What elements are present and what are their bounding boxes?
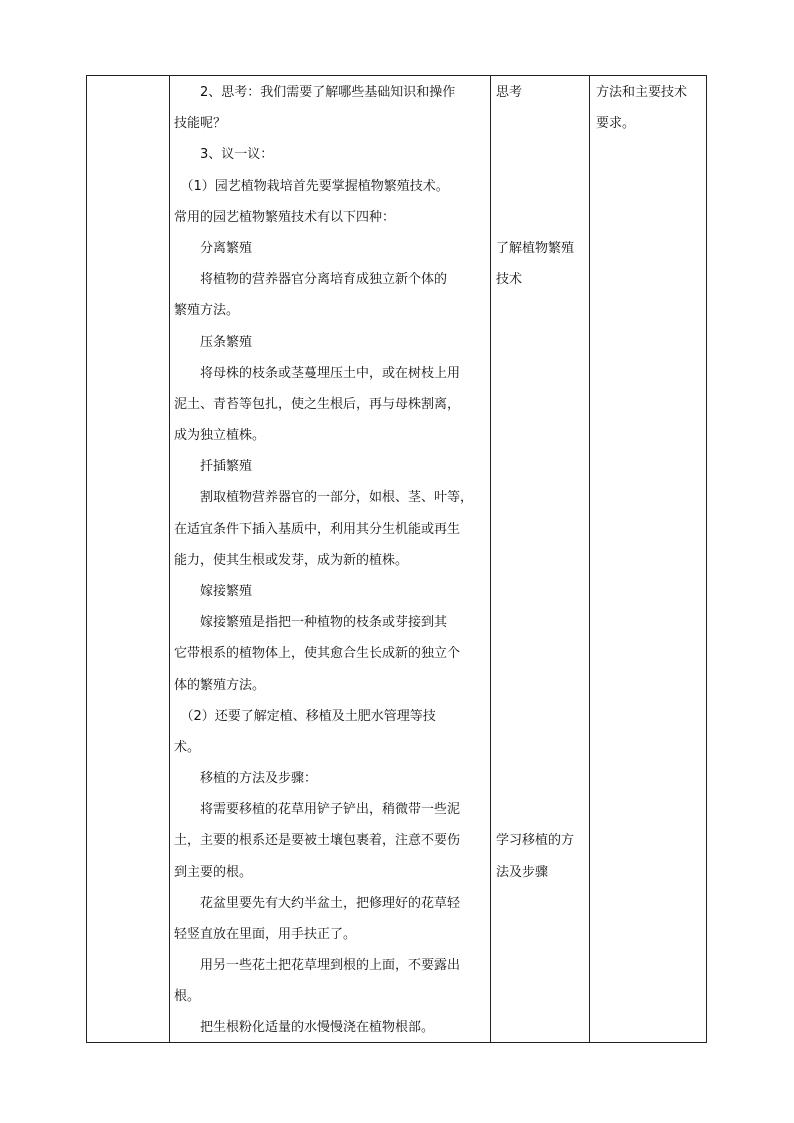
intent-line: 要求。 <box>596 116 636 131</box>
process-line: 将母株的枝条或茎蔓埋压土中，或在树枝上用 <box>174 366 461 381</box>
process-line: 到主要的根。 <box>174 865 253 880</box>
lesson-plan-table <box>86 75 707 1043</box>
process-line: （1）园艺植物栽培首先要掌握植物繁殖技术。 <box>174 179 449 194</box>
process-line: 它带根系的植物体上，使其愈合生长成新的独立个 <box>174 646 461 661</box>
process-line: 移植的方法及步骤： <box>174 771 318 786</box>
process-line: 根。 <box>174 989 201 1004</box>
process-line: 嫁接繁殖是指把一种植物的枝条或芽接到其 <box>174 615 448 630</box>
process-line: 分离繁殖 <box>174 241 253 256</box>
process-line: 泥土、青苔等包扎，使之生根后，再与母株割离， <box>174 397 461 412</box>
activity-line: 学习移植的方 <box>496 833 575 848</box>
activity-line: 了解植物繁殖 <box>496 241 575 256</box>
process-line: 把生根粉化适量的水慢慢浇在植物根部。 <box>174 1020 435 1035</box>
process-line: 割取植物营养器官的一部分，如根、茎、叶等， <box>174 490 474 505</box>
process-line: 嫁接繁殖 <box>174 584 253 599</box>
process-line: 术。 <box>174 740 201 755</box>
process-line: 将需要移植的花草用铲子铲出，稍微带一些泥 <box>174 802 461 817</box>
student-activity-cell <box>490 76 589 1042</box>
process-line: 轻竖直放在里面，用手扶正了。 <box>174 927 357 942</box>
process-line: （2）还要了解定植、移植及土肥水管理等技 <box>174 709 436 724</box>
process-line: 花盆里要先有大约半盆土，把修理好的花草轻 <box>174 896 461 911</box>
process-line: 土，主要的根系还是要被土壤包裹着，注意不要伤 <box>174 833 461 848</box>
process-line: 2、思考：我们需要了解哪些基础知识和操作 <box>174 85 456 100</box>
activity-line: 思考 <box>496 85 523 100</box>
process-line: 繁殖方法。 <box>174 303 240 318</box>
process-line: 3、议一议： <box>174 147 274 162</box>
design-intent-cell <box>589 76 708 1042</box>
intent-line: 方法和主要技术 <box>596 85 688 100</box>
activity-line: 法及步骤 <box>496 865 549 880</box>
process-line: 将植物的营养器官分离培育成独立新个体的 <box>174 272 448 287</box>
process-line: 体的繁殖方法。 <box>174 678 266 693</box>
process-line: 扦插繁殖 <box>174 459 253 474</box>
process-line: 技能呢？ <box>174 116 227 131</box>
process-line: 压条繁殖 <box>174 335 253 350</box>
activity-line: 技术 <box>496 272 523 287</box>
process-line: 能力，使其生根或发芽，成为新的植株。 <box>174 553 409 568</box>
process-line: 在适宜条件下插入基质中，利用其分生机能或再生 <box>174 522 461 537</box>
teaching-process-cell <box>169 76 490 1042</box>
column-1-cell <box>87 76 169 1042</box>
process-line: 用另一些花土把花草埋到根的上面，不要露出 <box>174 958 461 973</box>
process-line: 成为独立植株。 <box>174 428 266 443</box>
process-line: 常用的园艺植物繁殖技术有以下四种： <box>174 210 396 225</box>
